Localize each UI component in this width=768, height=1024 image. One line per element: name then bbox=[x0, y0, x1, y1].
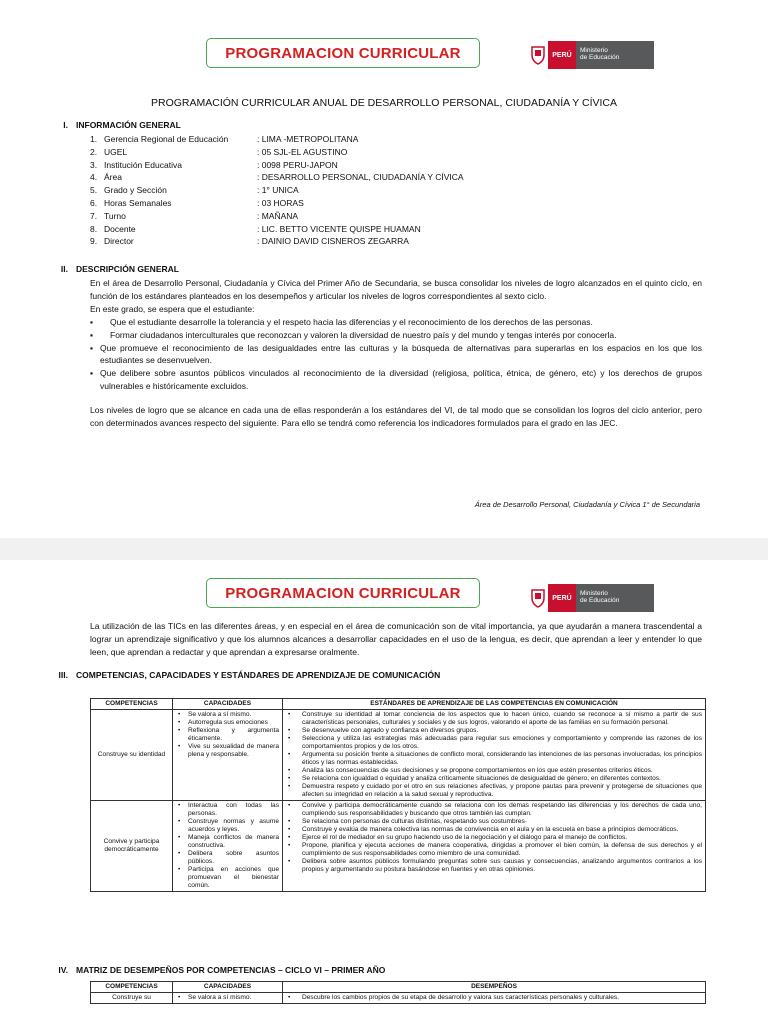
list-item: • Selecciona y utiliza las estrategias más adecuadas para regular sus emociones y comportamiento y comprende las razones de los comportamientos propios y de los otros. bbox=[286, 735, 702, 751]
list-item: • Construye y evalúa de manera colectiva las normas de convivencia en el aula y en la escuela en base a principios democráticos. bbox=[286, 826, 702, 834]
desempeno-cell bbox=[283, 993, 706, 1004]
list-item: • Delibera sobre asuntos públicos. bbox=[176, 850, 279, 866]
banner-title: PROGRAMACION CURRICULAR bbox=[225, 584, 461, 602]
list-item: • Analiza las consecuencias de sus decisiones y se propone comportamientos en los que estén presentes criterios éticos. bbox=[286, 767, 702, 775]
list-item: • Vive su sexualidad de manera plena y responsable. bbox=[176, 743, 279, 759]
list-item: ▪ Formar ciudadanos interculturales que reconozcan y valoren la diversidad de nuestro país y del mundo y tengas interés por conocerla. bbox=[90, 329, 617, 340]
section-heading-4: IV. MATRIZ DE DESEMPEÑOS POR COMPETENCIAS – CICLO VI – PRIMER AÑO bbox=[58, 965, 386, 975]
table-header-row bbox=[91, 982, 706, 993]
info-list bbox=[90, 134, 464, 249]
column-header: DESEMPEÑOS bbox=[283, 982, 706, 993]
table-header-row bbox=[91, 699, 706, 710]
info-item: 3. Institución Educativa : 0098 PERU-JAPON bbox=[90, 159, 338, 170]
table-row bbox=[91, 801, 706, 892]
capacidades-cell bbox=[173, 710, 283, 801]
info-item: 7. Turno : MAÑANA bbox=[90, 210, 299, 221]
info-item: 9. Director : DAINIO DAVID CISNEROS ZEGARRA bbox=[90, 236, 409, 247]
banner bbox=[206, 578, 480, 608]
list-item: • Se valora a sí mismo. bbox=[176, 994, 279, 1002]
competencias-table bbox=[90, 698, 706, 892]
logo-ministry: Ministerio de Educación bbox=[576, 584, 654, 612]
list-item: • Se desenvuelve con agrado y confianza en diversos grupos. bbox=[286, 727, 702, 735]
list-item: • Delibera sobre asuntos públicos formulando preguntas sobre sus causas y consecuencias, analizando argumentos contrarios a los propios y argumentando su postura basándose en fuentes y en otras opiniones. bbox=[286, 858, 702, 874]
capacidades-cell bbox=[173, 801, 283, 892]
list-item: ▪ Que promueve el reconocimiento de las desigualdades entre las culturas y la búsqueda de alternativas para superarlas en los espacios en los que los estudiantes se desenvuelven. bbox=[90, 342, 702, 366]
list-item: • Maneja conflictos de manera constructiva. bbox=[176, 834, 279, 850]
document-title: PROGRAMACIÓN CURRICULAR ANUAL DE DESARROLLO PERSONAL, CIUDADANÍA Y CÍVICA bbox=[151, 97, 617, 109]
list-item: • Descubre los cambios propios de su etapa de desarrollo y valora sus características personales y culturales. bbox=[286, 994, 702, 1002]
info-item: 4. Área : DESARROLLO PERSONAL, CIUDADANÍA Y CÍVICA bbox=[90, 172, 464, 183]
page-2 bbox=[0, 560, 768, 1024]
logo-country: PERÚ bbox=[548, 584, 576, 612]
table-row bbox=[91, 710, 706, 801]
estandares-cell bbox=[283, 801, 706, 892]
list-item: • Demuestra respeto y cuidado por el otro en sus relaciones afectivas, y propone pautas para prevenir y protegerse de situaciones que afecten su integridad en relación a la salud sexual y reproductiva. bbox=[286, 783, 702, 799]
section-heading-1: I. INFORMACIÓN GENERAL bbox=[63, 120, 181, 130]
list-item: • Construye su identidad al tomar conciencia de los aspectos que lo hacen único, cuando se reconoce a sí mismo a partir de sus características personales, culturales y sociales y de sus logros, valorando el aporte de las familias en su formación personal. bbox=[286, 711, 702, 727]
info-item: 1. Gerencia Regional de Educación : LIMA -METROPOLITANA bbox=[90, 134, 359, 144]
list-item: • Argumenta su posición frente a situaciones de conflicto moral, considerando las intenciones de las personas involucradas, los principios éticos y las normas establecidas. bbox=[286, 751, 702, 767]
list-item: ▪ Que el estudiante desarrolle la tolerancia y el respeto hacia las diferencias y el reconocimiento de los derechos de las personas. bbox=[90, 317, 593, 327]
list-item: • Propone, planifica y ejecuta acciones de manera cooperativa, dirigidas a promover el bien común, la defensa de sus derechos y el cumplimiento de sus responsabilidades como miembro de una comunidad. bbox=[286, 842, 702, 858]
description-closing: Los niveles de logro que se alcance en cada una de ellas responderán a los estándares del VI, de tal modo que se consolidan los logros del ciclo anterior, pero con determinados avances respecto del siguiente. Para ello se tendrá como referencia los indicadores formulados para el grado en las JEC. bbox=[90, 405, 702, 428]
ministry-logo bbox=[528, 584, 654, 612]
info-item: 5. Grado y Sección : 1° UNICA bbox=[90, 185, 299, 196]
banner-title: PROGRAMACION CURRICULAR bbox=[225, 44, 461, 62]
desempenos-table bbox=[90, 981, 706, 1004]
estandares-cell bbox=[283, 710, 706, 801]
info-item: 8. Docente : LIC. BETTO VICENTE QUISPE HUAMAN bbox=[90, 223, 421, 234]
section-heading-3: III. COMPETENCIAS, CAPACIDADES Y ESTÁNDARES DE APRENDIZAJE DE COMUNICACIÓN bbox=[58, 670, 441, 680]
logo-ministry: Ministerio de Educación bbox=[576, 41, 654, 69]
description-paragraph: En el área de Desarrollo Personal, Ciudadanía y Cívica del Primer Año de Secundaria, se busca consolidar los niveles de logro alcanzados en el quinto ciclo, en función de los estándares planteados en los desempeños y articular los niveles de logros correspondientes al sexto ciclo. bbox=[90, 278, 702, 301]
tics-paragraph: La utilización de las TICs en las diferentes áreas, y en especial en el área de comunicación son de vital importancia, ya que ayudarán a manera trascendental a lograr un aprendizaje significativo y que los alumnos alcances a desarrollar capacidades en el uso de la lengua, es decir, que aprendan a leer y entender lo que leen, que aprendan a redactar y que aprendan a expresarse oralmente. bbox=[90, 621, 702, 657]
description-intro: En este grado, se espera que el estudiante: bbox=[90, 304, 255, 314]
list-item: • Convive y participa democráticamente cuando se relaciona con los demas respetando las diferencias y los derechos de cada uno, cumpliendo sus responsabilidades y buscando que otros también las cumplan. bbox=[286, 802, 702, 818]
info-item: 2. UGEL : 05 SJL-EL AGUSTINO bbox=[90, 146, 348, 157]
coat-of-arms-icon bbox=[528, 584, 548, 612]
description-bullets bbox=[90, 316, 702, 393]
table-row bbox=[91, 993, 706, 1004]
list-item: ▪ Que delibere sobre asuntos públicos vinculados al reconocimiento de la diversidad (religiosa, política, étnica, de género, etc) y los derechos de grupos vulnerables e históricamente excluidos. bbox=[90, 368, 702, 391]
coat-of-arms-icon bbox=[528, 41, 548, 69]
list-item: • Interactua con todas las personas. bbox=[176, 802, 279, 818]
competencia-cell: Construye su identidad bbox=[91, 710, 173, 801]
column-header: CAPACIDADES bbox=[173, 982, 283, 993]
section-heading-2: II. DESCRIPCIÓN GENERAL bbox=[60, 264, 179, 274]
column-header: CAPACIDADES bbox=[173, 699, 283, 710]
list-item: • Participa en acciones que promuevan el bienestar común. bbox=[176, 866, 279, 890]
column-header: COMPETENCIAS bbox=[91, 699, 173, 710]
list-item: • Se relaciona con personas de culturas distintas, respetando sus costumbres· bbox=[286, 818, 702, 826]
list-item: • Autorregula sus emociones bbox=[176, 719, 279, 727]
list-item: • Se valora a sí mismo. bbox=[176, 711, 279, 719]
list-item: • Construye normas y asume acuerdos y leyes. bbox=[176, 818, 279, 834]
page-footer: Área de Desarrollo Personal, Ciudadanía y Cívica 1° de Secundaria bbox=[474, 500, 700, 509]
competencia-cell: Construye su bbox=[91, 993, 173, 1004]
ministry-logo bbox=[528, 41, 654, 69]
logo-country: PERÚ bbox=[548, 41, 576, 69]
info-item: 6. Horas Semanales : 03 HORAS bbox=[90, 197, 304, 208]
column-header: COMPETENCIAS bbox=[91, 982, 173, 993]
list-item: • Se relaciona con igualdad o equidad y analiza críticamente situaciones de desigualdad de género, en diferentes contextos. bbox=[286, 775, 702, 783]
column-header: ESTÁNDARES DE APRENDIZAJE DE LAS COMPETENCIAS EN COMUNICACIÓN bbox=[283, 699, 706, 710]
competencia-cell: Convive y participa democráticamente bbox=[91, 801, 173, 892]
list-item: • Ejerce el rol de mediador en su grupo haciendo uso de la negociación y el diálogo para el manejo de conflictos. bbox=[286, 834, 702, 842]
banner bbox=[206, 38, 480, 68]
capacidad-cell bbox=[173, 993, 283, 1004]
list-item: • Reflexiona y argumenta éticamente. bbox=[176, 727, 279, 743]
